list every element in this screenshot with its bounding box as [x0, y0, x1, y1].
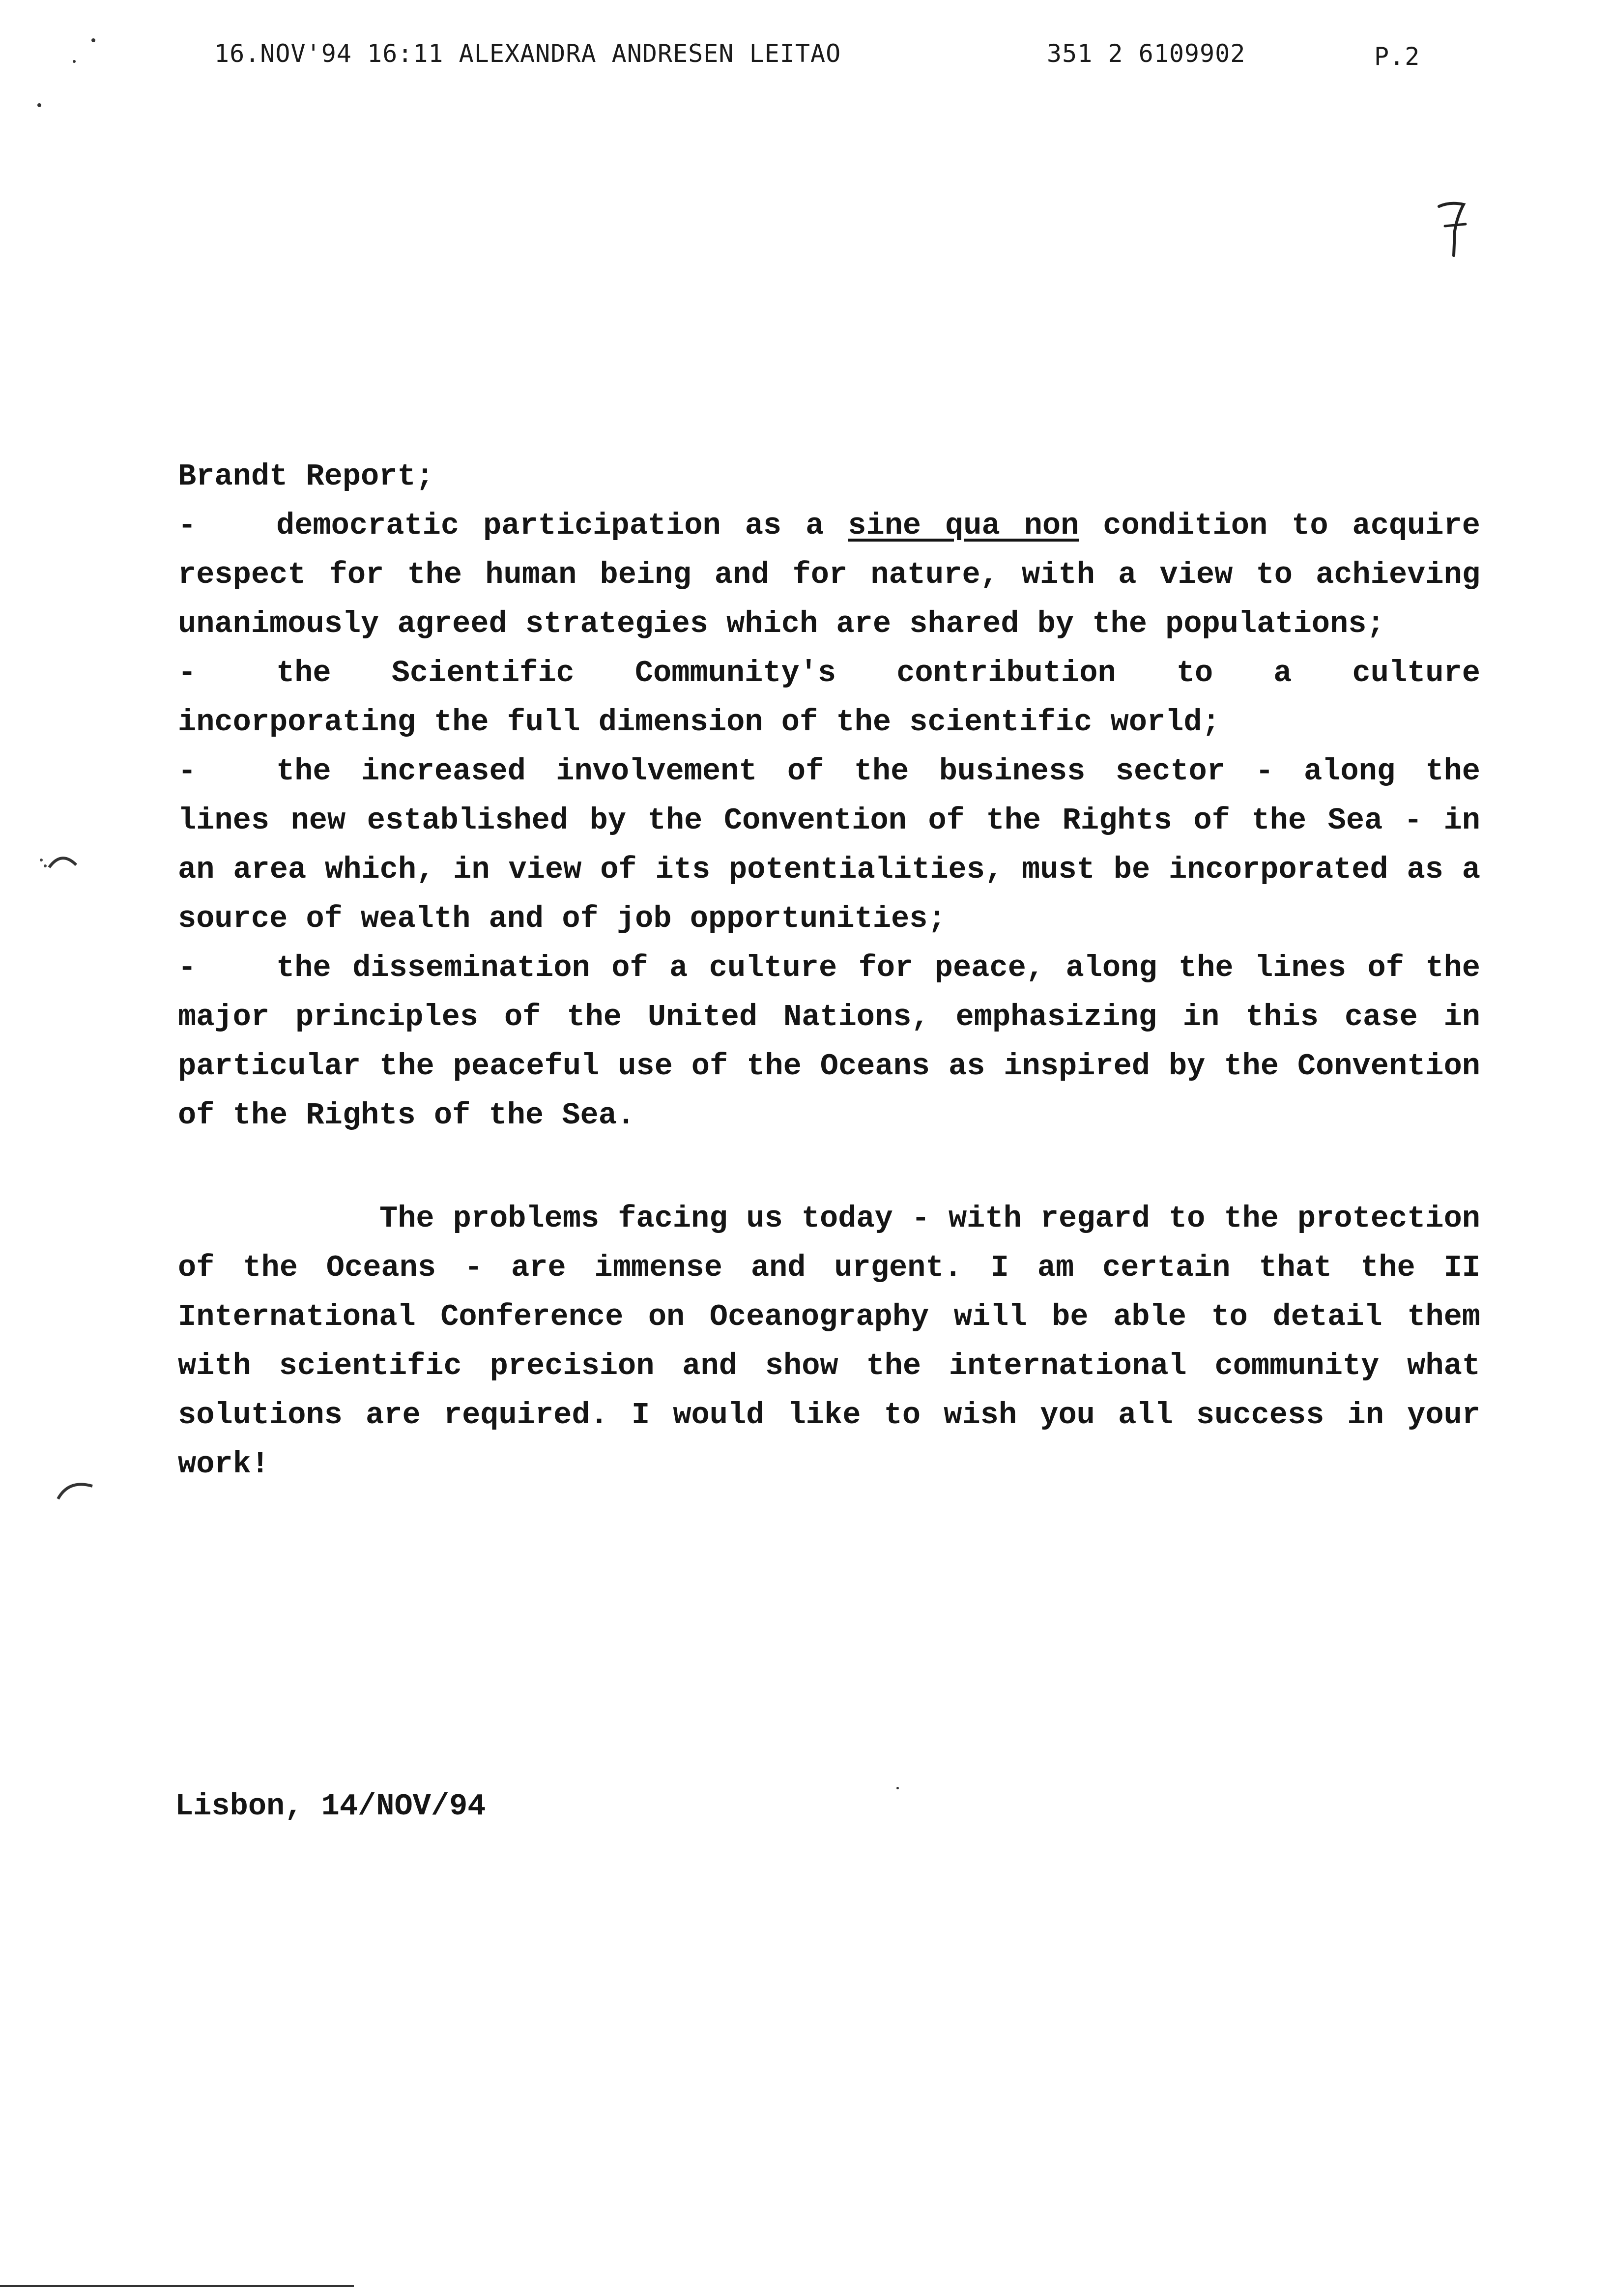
scan-speck — [896, 1787, 899, 1789]
bullet-text-underlined: sine qua non — [848, 508, 1079, 543]
fax-header-sender: 16.NOV'94 16:11 ALEXANDRA ANDRESEN LEITAO — [214, 39, 841, 68]
punch-hole-mark — [54, 1474, 98, 1504]
bullet-text: the increased involvement of the business sector - along the lines new established by the Convention of the Rights of the Sea - in an area which, in view of its potentialities, must be incorporated as a source of wealth and of job opportunities; — [178, 754, 1480, 936]
report-title: Brandt Report; — [178, 459, 434, 494]
bullet-dash: - — [178, 754, 197, 789]
bullet-text: the dissemination of a culture for peace, along the lines of the major principles of the United Nations, emphasizing in this case in particular the peaceful use of the Oceans as inspired by the Convention of the Rights of the Sea. — [178, 950, 1480, 1133]
handwritten-page-number — [1435, 187, 1474, 260]
bullet-dash: - — [178, 656, 197, 690]
fax-header-phone: 351 2 6109902 — [1047, 39, 1246, 68]
bullet-dash: - — [178, 950, 197, 985]
closing-paragraph: The problems facing us today - with regard to the protection of the Oceans - are immense and urgent. I am certain that the II International Conference on Oceanography will be able to detail them with scientific precision and show the international community what solutions are required. I would like to wish you all success in your work! — [178, 1201, 1480, 1482]
bullet-business-sector — [178, 747, 1480, 944]
scan-speck — [91, 38, 95, 42]
scan-speck — [73, 60, 76, 63]
letter-body — [178, 452, 1480, 1489]
bullet-scientific-community — [178, 649, 1480, 747]
bullet-democratic-participation — [178, 501, 1480, 649]
punch-hole-mark — [34, 845, 79, 875]
scan-speck — [37, 103, 41, 107]
place-and-date: Lisbon, 14/NOV/94 — [175, 1789, 486, 1824]
bullet-text: the Scientific Community's contribution to a culture incorporating the full dimension of the scientific world; — [178, 656, 1480, 740]
bullet-text-post: condition to acquire respect for the human being and for nature, with a view to achieving unanimously agreed strategies which are shared by the populations; — [178, 508, 1480, 641]
bullet-dash: - — [178, 508, 197, 543]
bullet-culture-for-peace — [178, 944, 1480, 1140]
fax-header-page-number: P.2 — [1374, 42, 1420, 71]
bullet-text-pre: democratic participation as a — [276, 508, 848, 543]
fax-header — [0, 39, 1612, 79]
scan-edge-line — [0, 2285, 354, 2287]
